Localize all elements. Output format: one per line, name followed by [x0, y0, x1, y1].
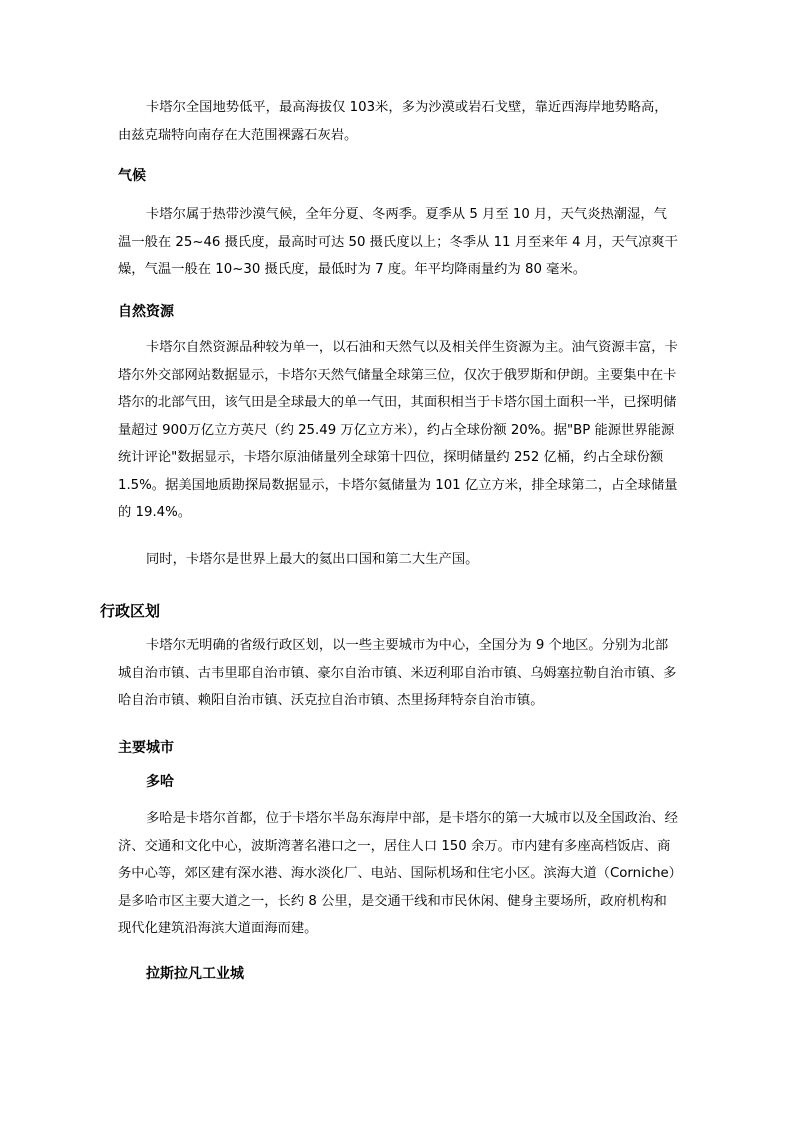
ras-laffan-heading: 拉斯拉凡工业城 [146, 966, 244, 982]
admin-paragraph: 卡塔尔无明确的省级行政区划，以一些主要城市为中心，全国分为 9 个地区。分别为北部城自治市镇、古韦里耶自治市镇、豪尔自治市镇、米迈利耶自治市镇、乌姆塞拉勒自治市镇、多哈自治市镇、赖阳自治市镇、沃克拉自治市镇、杰里扬拜特奈自治市镇。 [118, 638, 677, 708]
resources-paragraph-2: 同时，卡塔尔是世界上最大的氦出口国和第二大生产国。 [146, 552, 479, 567]
doha-paragraph: 多哈是卡塔尔首都，位于卡塔尔半岛东海岸中部，是卡塔尔的第一大城市以及全国政治、经济、交通和文化中心，波斯湾著名港口之一，居住人口 150 余万。市内建有多座高档饭店、商务中心等，郊区建有深水港、海水淡化厂、电站、国际机场和住宅小区。滨海大道（Corniche）是多哈市区主要大道之一，长约 8 公里，是交通干线和市民休闲、健身主要场所，政府机构和现代化建筑沿海滨大道面海而建。 [118, 811, 678, 936]
climate-paragraph: 卡塔尔属于热带沙漠气候，全年分夏、冬两季。夏季从 5 月至 10 月，天气炎热潮湿，气温一般在 25~46 摄氏度，最高时可达 50 摄氏度以上；冬季从 11 月至来年 4 月，天气凉爽干燥，气温一般在 10~30 摄氏度，最低时为 7 度。年平均降雨量约为 80 毫米。 [118, 207, 678, 277]
doha-heading: 多哈 [146, 774, 174, 790]
climate-heading: 气候 [118, 168, 146, 184]
resources-heading: 自然资源 [118, 304, 174, 320]
cities-heading: 主要城市 [118, 740, 174, 756]
intro-paragraph: 卡塔尔全国地势低平，最高海拔仅 103米，多为沙漠或岩石戈壁，靠近西海岸地势略高，由兹克瑞特向南存在大范围裸露石灰岩。 [118, 100, 668, 143]
admin-heading: 行政区划 [100, 602, 161, 620]
resources-paragraph: 卡塔尔自然资源品种较为单一，以石油和天然气以及相关伴生资源为主。油气资源丰富，卡塔尔外交部网站数据显示，卡塔尔天然气储量全球第三位，仅次于俄罗斯和伊朗。主要集中在卡塔尔的北部气田，该气田是全球最大的单一气田，其面积相当于卡塔尔国土面积一半，已探明储量超过 900万亿立方英尺（约 25.49 万亿立方米），约占全球份额 20%。据"BP 能源世界能源统计评论"数据显示，卡塔尔原油储量列全球第十四位，探明储量约 252 亿桶，约占全球份额 1.5%。据美国地质勘探局数据显示，卡塔尔氦储量为 101 亿立方米，排全球第二，占全球储量的 19.4%。 [118, 340, 678, 520]
